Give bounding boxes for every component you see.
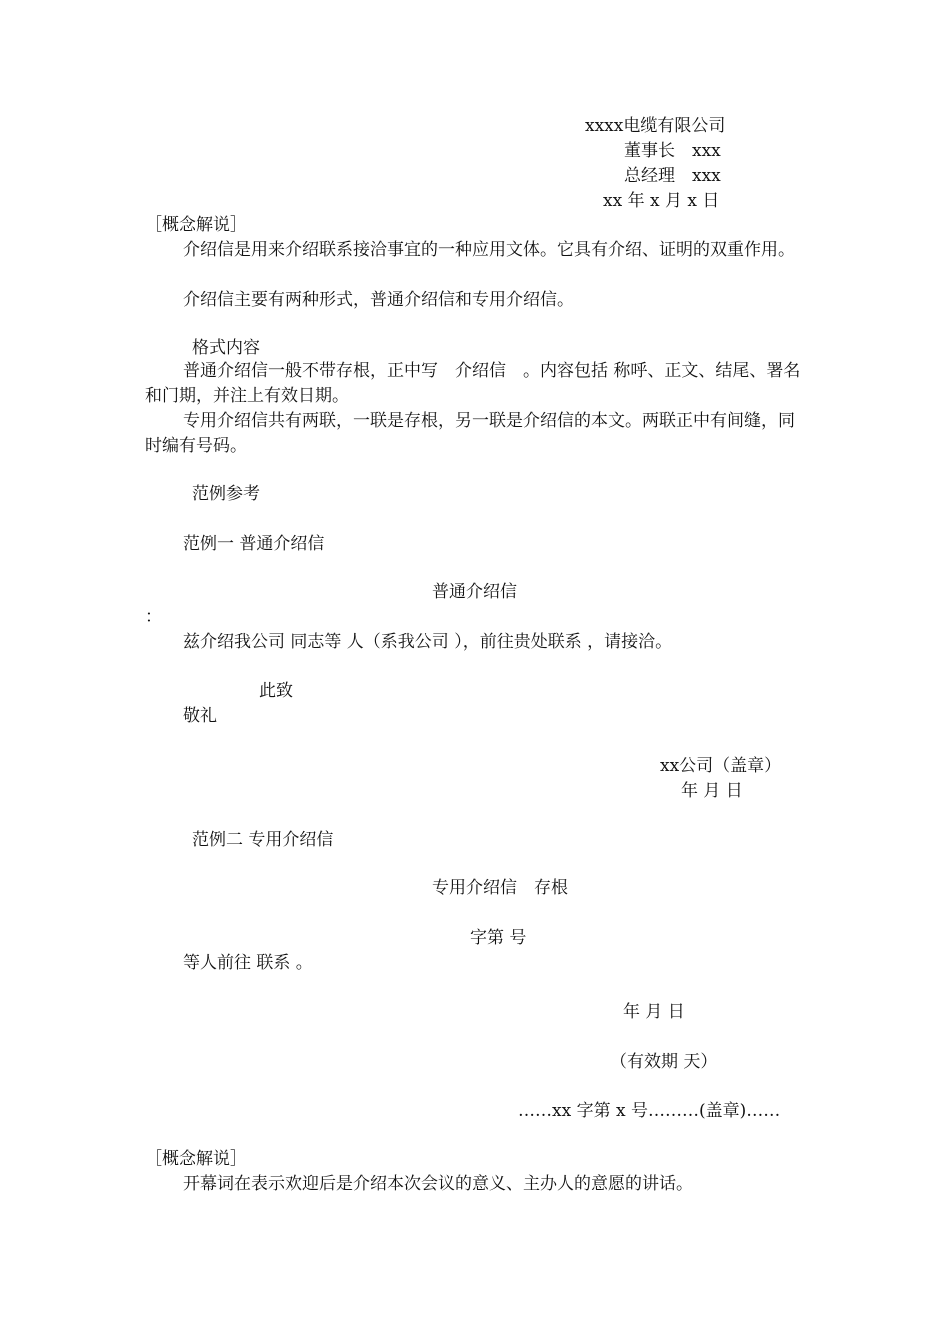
example1-closing-2: 敬礼: [183, 706, 217, 726]
example2-number: 字第 号: [470, 928, 527, 948]
section1-paragraph-1: 介绍信是用来介绍联系接洽事宜的一种应用文体。它具有介绍、证明的双重作用。: [183, 240, 795, 260]
example1-salutation: ：: [145, 607, 162, 627]
format-heading: 格式内容: [192, 338, 260, 358]
section1-heading: ［概念解说］: [145, 215, 247, 235]
example2-date: 年 月 日: [623, 1002, 685, 1022]
example2-validity: （有效期 天）: [610, 1052, 718, 1072]
signature-general-manager: 总经理 xxx: [624, 166, 721, 186]
signature-company: xxxx电缆有限公司: [585, 116, 726, 136]
signature-chairman: 董事长 xxx: [624, 141, 721, 161]
example1-signature: xx公司（盖章）: [660, 756, 782, 776]
example1-date: 年 月 日: [681, 781, 743, 801]
example1-closing-1: 此致: [259, 681, 293, 701]
section2-paragraph: 开幕词在表示欢迎后是介绍本次会议的意义、主办人的意愿的讲话。: [183, 1174, 693, 1194]
example2-body: 等人前往 联系 。: [183, 953, 313, 973]
examples-heading: 范例参考: [192, 484, 260, 504]
format-paragraph-1: 普通介绍信一般不带存根，正中写 介绍信 。内容包括 称呼、正文、结尾、署名和门期，并注上有效日期。: [145, 361, 801, 406]
example2-heading: 范例二 专用介绍信: [192, 830, 334, 850]
example2-title: 专用介绍信 存根: [432, 878, 568, 898]
example2-stub-line: ……xx 字第 x 号………(盖章)……: [518, 1101, 781, 1121]
example1-heading: 范例一 普通介绍信: [183, 534, 325, 554]
section1-paragraph-2: 介绍信主要有两种形式，普通介绍信和专用介绍信。: [183, 290, 574, 310]
example1-body: 兹介绍我公司 同志等 人（系我公司 ），前往贵处联系 ，请接洽。: [183, 632, 673, 652]
example1-title: 普通介绍信: [432, 582, 517, 602]
signature-date: xx 年 x 月 x 日: [603, 191, 720, 211]
format-paragraph-2: 专用介绍信共有两联，一联是存根，另一联是介绍信的本文。两联正中有间缝，同时编有号码。: [145, 411, 795, 456]
section2-heading: ［概念解说］: [145, 1149, 247, 1169]
